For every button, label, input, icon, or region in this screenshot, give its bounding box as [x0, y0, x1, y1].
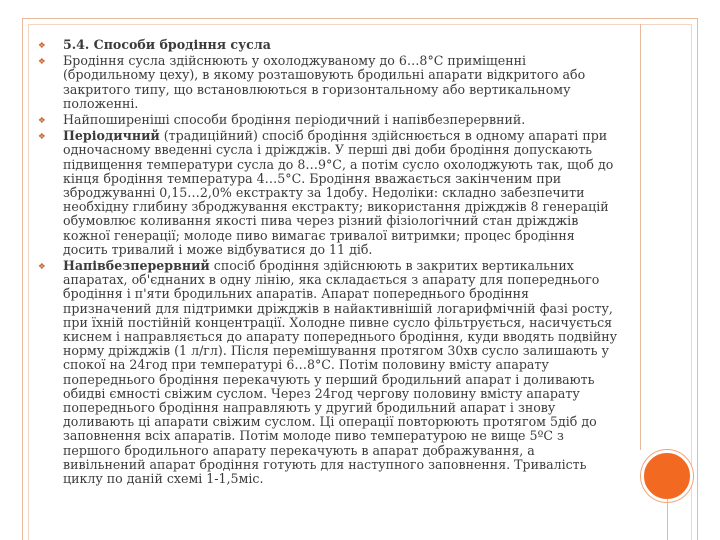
bullet-diamond-icon: ❖ — [38, 57, 46, 68]
slide-bullet-list — [38, 38, 618, 488]
paragraph-methods: Найпоширеніші способи бродіння періодичний і напівбезперервний. — [63, 112, 526, 128]
decor-orange-circle — [641, 450, 693, 502]
paragraph-intro: Бродіння сусла здійснюють у охолоджуваному до 6…8°С приміщенні (бродильному цеху), в якому розташовують бродильні апарати відкритого або закритого типу, що встановлюються в горизонтальному або вертикальному положенні. — [63, 53, 586, 111]
bullet-diamond-icon: ❖ — [38, 132, 46, 143]
paragraph-periodic: (традиційний) спосіб бродіння здійснюється в одному апараті при одночасному введенні сусла і дріжджів. У перші дві доби бродіння допускають підвищення температури сусла до 8…9°С, а потім сусло охолоджують так, щоб до кінця бродіння температура 4…5°С. Бродіння вважається закінченим при зброджуванні 0,15…2,0% екстракту за 1добу. Недоліки: складно забезпечити необхідну глибину зброджування екстракту; використання дріжджів 8 генерацій обумовлює коливання якості пива через різний фізіологічний стан дріжджів кожної генерації; молоде пиво вимагає тривалої витримки; процес бродіння досить тривалий і може відбуватися до 11 діб. — [63, 128, 614, 257]
bullet-item-semicontinuous — [38, 259, 618, 486]
bullet-item-heading — [38, 38, 618, 52]
bullet-diamond-icon: ❖ — [38, 262, 46, 273]
bullet-item-intro — [38, 54, 618, 111]
bullet-item-methods — [38, 113, 618, 127]
decor-vertical-line — [640, 24, 641, 450]
decor-vertical-line-bottom — [667, 499, 668, 540]
bullet-diamond-icon: ❖ — [38, 41, 46, 51]
paragraph-semicontinuous: спосіб бродіння здійснюють в закритих вертикальних апаратах, об'єднаних в одну лінію, яка складається з апарату для попереднього бродіння і п'яти бродильних апаратів. Апарат попереднього бродіння призначений для підтримки дріжджів в найактивнішій логарифмічній фазі росту, при їхній постійній концентрації. Холодне пивне сусло фільтрується, насичується киснем і направляється до апарату попереднього бродіння, куди вводять подвійну норму дріжджів (1 л/гл). Після перемішування протягом 30хв сусло залишають у спокої на 24год при температурі 6…8°С. Потім половину вмісту апарату попереднього бродіння перекачують у перший бродильний апарат і доливають обидві ємності свіжим суслом. Через 24год чергову половину вмісту апарату попереднього бродіння направляють у другий бродильний апарат і знову доливають ці апарати свіжим суслом. Ці операції повторюють протягом 5діб до заповнення всіх апаратів. Потім молоде пиво температурою не вище 5ºС з першого бродильного апарату перекачують в апарат дображування, а вивільнений апарат бродіння готують для наступного заповнення. Тривалість циклу по даній схемі 1-1,5міс. — [63, 258, 618, 487]
bullet-diamond-icon: ❖ — [38, 116, 46, 127]
term-periodic: Періодичний — [63, 128, 160, 144]
section-heading: 5.4. Способи бродіння сусла — [63, 37, 271, 52]
term-semicontinuous: Напівбезперервний — [63, 258, 210, 274]
bullet-item-periodic — [38, 129, 618, 257]
